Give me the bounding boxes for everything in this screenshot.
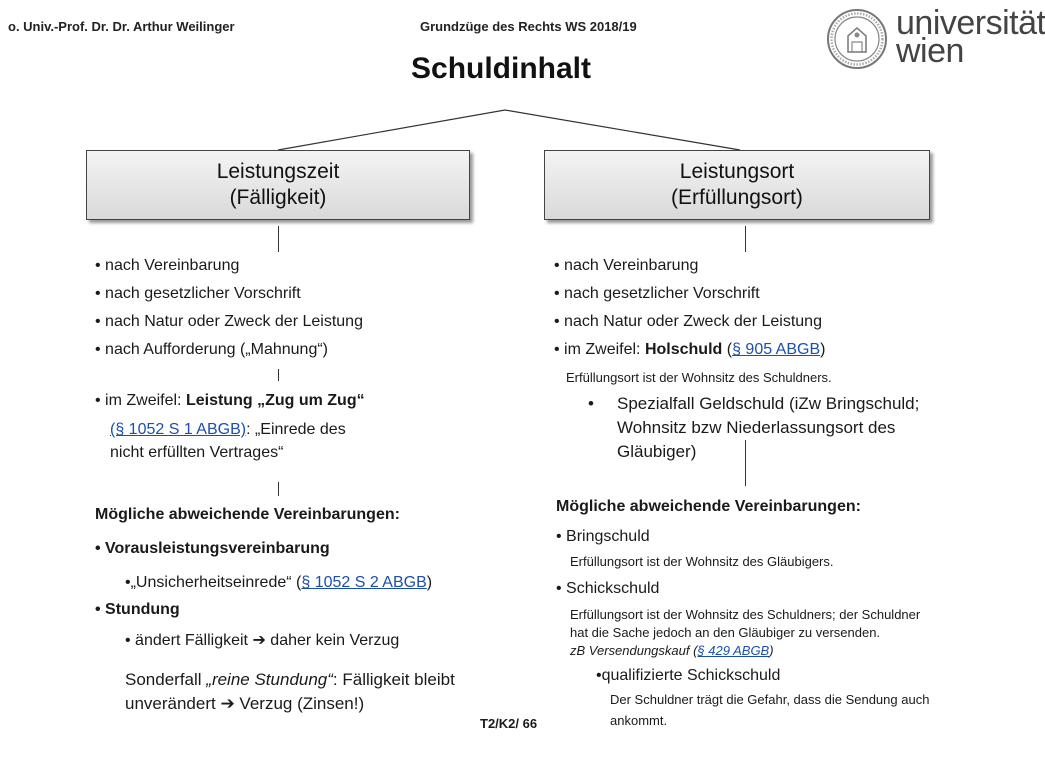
list-item: • nach Vereinbarung: [554, 257, 699, 274]
aendert-faelligkeit-item: [125, 630, 399, 650]
schickschuld-item: • Schickschuld: [556, 580, 660, 597]
right-arrow-icon: ➔: [220, 694, 235, 713]
left-connector-line: [278, 369, 279, 381]
abgb-1052-s2-link[interactable]: § 1052 S 2 ABGB: [301, 574, 427, 591]
bringschuld-item: • Bringschuld: [556, 528, 650, 545]
list-item: • nach gesetzlicher Vorschrift: [554, 285, 760, 302]
versend-prefix: zB Versendungskauf (: [570, 643, 698, 658]
unsicher-prefix: •„Unsicherheitseinrede“ (: [125, 574, 302, 591]
course-name: Grundzüge des Rechts WS 2018/19: [420, 19, 637, 34]
page-title: Schuldinhalt: [411, 52, 591, 85]
leistungszeit-title: Leistungszeit: [216, 160, 340, 183]
list-item: • nach gesetzlicher Vorschrift: [95, 285, 301, 302]
zug-um-zug-bold: Leistung „Zug um Zug“: [185, 392, 365, 409]
list-item: • nach Aufforderung („Mahnung“): [95, 341, 328, 358]
left-abw-heading: Mögliche abweichende Vereinbarungen:: [95, 506, 400, 523]
abgb-429-link[interactable]: § 429 ABGB: [697, 643, 770, 658]
logo-universitaet: universität: [896, 4, 1045, 42]
leistungsort-subtitle: (Erfüllungsort): [671, 186, 803, 209]
vorausleistung-item: • Vorausleistungsvereinbarung: [95, 540, 330, 557]
holschuld-prefix: • im Zweifel:: [554, 341, 645, 358]
holschuld-close: ): [820, 341, 826, 358]
geldschuld-bullet: •: [588, 394, 594, 413]
aendert-text-2: daher kein Verzug: [265, 632, 400, 649]
sonderfall-line2: [125, 694, 364, 714]
zug-um-zug-prefix: • im Zweifel:: [95, 392, 186, 409]
sonderfall-label: Sonderfall: [125, 670, 207, 689]
citation-line2: nicht erfüllten Vertrages“: [110, 444, 284, 461]
left-connector-line: [278, 226, 279, 252]
sonderfall-line1: [125, 670, 455, 690]
right-abw-heading: Mögliche abweichende Vereinbarungen:: [556, 498, 861, 515]
logo-wien: wien: [896, 32, 964, 70]
right-arrow-icon: ➔: [252, 632, 266, 649]
sonderfall-text: : Fälligkeit bleibt: [332, 670, 455, 689]
versendungskauf-line: [570, 643, 774, 658]
leistungsort-box: [544, 150, 930, 220]
author-name: o. Univ.-Prof. Dr. Dr. Arthur Weilinger: [8, 19, 235, 34]
schickschuld-note2: hat die Sache jedoch an den Gläubiger zu versenden.: [570, 625, 881, 640]
abgb-1052-s1-link[interactable]: (§ 1052 S 1 ABGB): [110, 421, 247, 438]
list-item: • nach Natur oder Zweck der Leistung: [95, 313, 363, 330]
right-connector-line: [745, 440, 746, 486]
list-item: • nach Vereinbarung: [95, 257, 240, 274]
unsicherheitseinrede-item: [125, 574, 432, 592]
right-connector-line: [745, 226, 746, 252]
holschuld-item: [554, 341, 825, 359]
geldschuld-line3: Gläubiger): [617, 442, 697, 461]
leistungsort-title: Leistungsort: [679, 160, 795, 183]
leistungszeit-box: [86, 150, 470, 220]
sonderfall-text-2: unverändert: [125, 694, 221, 713]
reine-stundung: „reine Stundung“: [206, 670, 333, 689]
qualifizierte-schickschuld-item: •qualifizierte Schickschuld: [596, 667, 781, 684]
geldschuld-line1: Spezialfall Geldschuld (iZw Bringschuld;: [617, 394, 920, 413]
stundung-item: • Stundung: [95, 601, 180, 618]
holschuld-note: Erfüllungsort ist der Wohnsitz des Schuldners.: [566, 370, 832, 385]
zug-um-zug-item: [95, 392, 365, 410]
bringschuld-note: Erfüllungsort ist der Wohnsitz des Gläubigers.: [570, 554, 834, 569]
list-item: • nach Natur oder Zweck der Leistung: [554, 313, 822, 330]
versend-suffix: ): [769, 643, 774, 658]
aendert-text: • ändert Fälligkeit: [125, 632, 253, 649]
citation-text: : „Einrede des: [246, 421, 346, 438]
abgb-905-link[interactable]: § 905 ABGB: [732, 341, 821, 358]
holschuld-bold: Holschuld: [644, 341, 723, 358]
unsicher-suffix: ): [426, 574, 433, 591]
citation-line: [110, 421, 346, 439]
sonderfall-text-3: Verzug (Zinsen!): [234, 694, 365, 713]
qualifizierte-note2: ankommt.: [610, 713, 668, 728]
schickschuld-note1: Erfüllungsort ist der Wohnsitz des Schuldners; der Schuldner: [570, 607, 921, 622]
qualifizierte-note1: Der Schuldner trägt die Gefahr, dass die Sendung auch: [610, 692, 930, 707]
tree-connector: [0, 0, 1024, 160]
geldschuld-line2: Wohnsitz bzw Niederlassungsort des: [617, 418, 896, 437]
page-number: T2/K2/ 66: [480, 716, 538, 731]
leistungszeit-subtitle: (Fälligkeit): [229, 186, 327, 209]
holschuld-open: (: [722, 341, 733, 358]
left-connector-line: [278, 482, 279, 496]
